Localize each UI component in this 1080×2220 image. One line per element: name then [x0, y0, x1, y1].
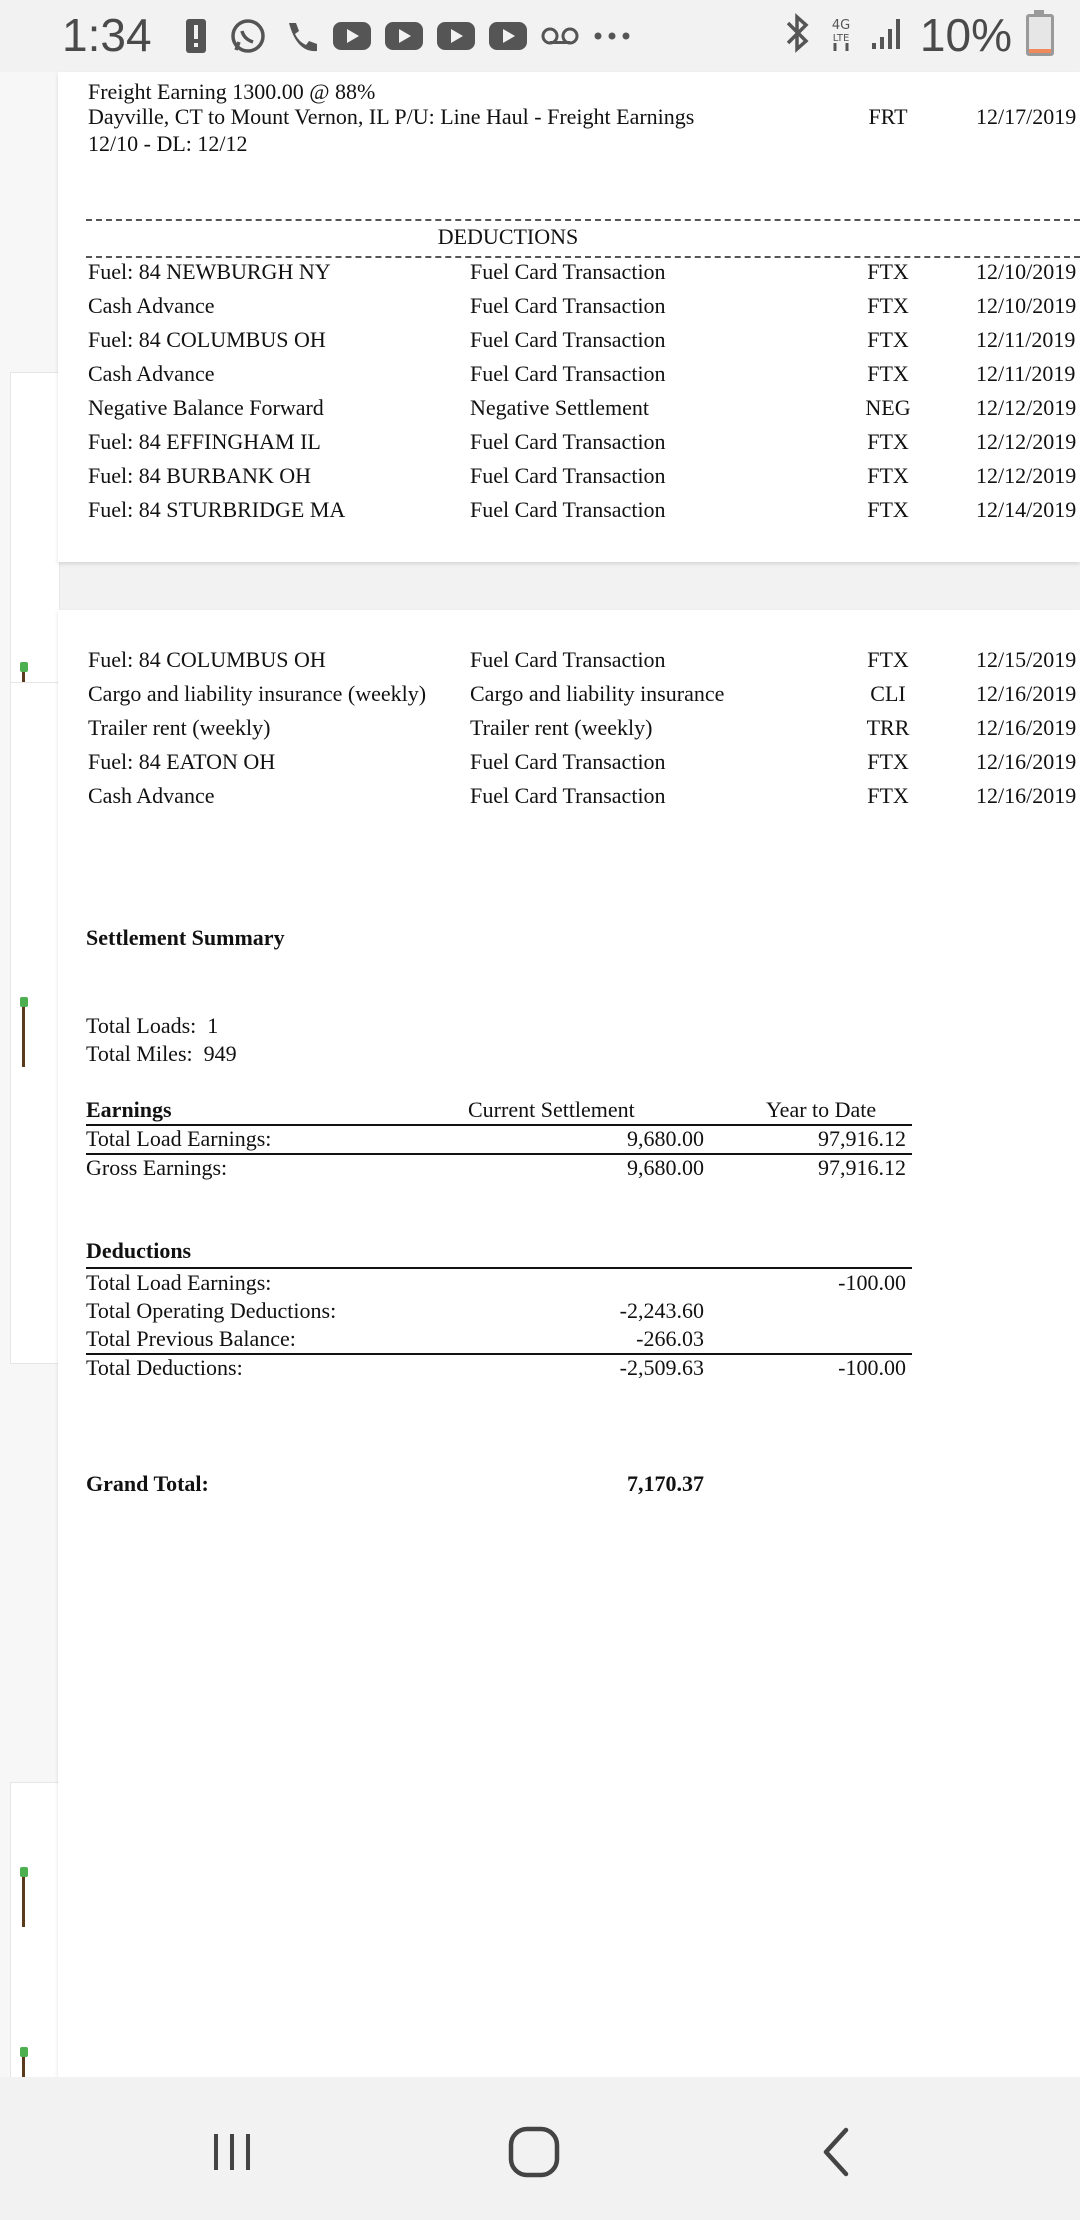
deduction-date: 12/12/2019 [976, 429, 1077, 454]
back-icon [816, 2124, 856, 2180]
deduction-description: Cargo and liability insurance (weekly) [88, 681, 427, 706]
document-page-1 [58, 72, 1080, 562]
deduction-row [58, 781, 1080, 811]
deduction-type: Trailer rent (weekly) [470, 715, 653, 740]
earnings-row-ytd: 97,916.12 [818, 1155, 906, 1180]
youtube-icon [488, 16, 528, 56]
deduction-date: 12/11/2019 [976, 361, 1076, 386]
deduction-date: 12/16/2019 [976, 749, 1077, 774]
deduction-description: Fuel: 84 EATON OH [88, 749, 276, 774]
deduction-type: Fuel Card Transaction [470, 497, 666, 522]
home-icon [506, 2124, 562, 2180]
deduction-date: 12/12/2019 [976, 395, 1077, 420]
status-time: 1:34 [62, 9, 152, 61]
deductions-row-current: -2,243.60 [619, 1298, 704, 1323]
deduction-type: Fuel Card Transaction [470, 293, 666, 318]
deduction-row [58, 291, 1080, 321]
svg-text:LTE: LTE [832, 32, 850, 44]
deductions-row-current: -266.03 [636, 1326, 704, 1351]
recents-icon [208, 2128, 256, 2176]
back-button[interactable] [776, 2107, 896, 2197]
deduction-date: 12/16/2019 [976, 783, 1077, 808]
deduction-row [58, 461, 1080, 491]
settlement-summary-title: Settlement Summary [86, 925, 285, 950]
deduction-row [58, 427, 1080, 457]
youtube-icon [436, 16, 476, 56]
deduction-code: FTX [867, 327, 909, 352]
page-thumbnail-strip[interactable] [0, 72, 58, 2077]
deductions-row-ytd: -100.00 [838, 1355, 906, 1380]
deduction-description: Fuel: 84 NEWBURGH NY [88, 259, 331, 284]
deduction-description: Fuel: 84 COLUMBUS OH [88, 647, 326, 672]
deduction-date: 12/16/2019 [976, 681, 1077, 706]
navigation-bar [0, 2077, 1080, 2220]
earnings-row-current: 9,680.00 [627, 1155, 704, 1180]
deduction-type: Fuel Card Transaction [470, 429, 666, 454]
deduction-code: FTX [867, 293, 909, 318]
signal-icon [870, 15, 906, 56]
deductions-row-label: Total Operating Deductions: [86, 1298, 337, 1323]
deduction-type: Fuel Card Transaction [470, 783, 666, 808]
earnings-row-current: 9,680.00 [627, 1126, 704, 1151]
deduction-date: 12/16/2019 [976, 715, 1077, 740]
deduction-row [58, 325, 1080, 355]
document-page-2 [58, 610, 1080, 2077]
bookmark-marker [22, 1867, 25, 1927]
deduction-code: FTX [867, 783, 909, 808]
deduction-description: Cash Advance [88, 783, 215, 808]
notification-icons [176, 16, 632, 56]
deduction-row [58, 713, 1080, 743]
bluetooth-icon [782, 13, 812, 58]
deduction-date: 12/10/2019 [976, 259, 1077, 284]
bookmark-marker [22, 997, 25, 1067]
alert-icon [176, 16, 216, 56]
deduction-date: 12/15/2019 [976, 647, 1077, 672]
total-miles: Total Miles: 949 [86, 1041, 237, 1066]
deductions-row-label: Total Load Earnings: [86, 1270, 272, 1295]
deductions-heading: DEDUCTIONS [437, 224, 579, 249]
deduction-code: FTX [867, 749, 909, 774]
earning-line-2: Dayville, CT to Mount Vernon, IL P/U: Line Haul - Freight Earnings FRT 12/17/2019 [88, 104, 1077, 129]
deduction-type: Fuel Card Transaction [470, 361, 666, 386]
battery-percent: 10% [919, 9, 1012, 61]
deduction-code: CLI [870, 681, 906, 706]
deduction-code: FTX [867, 647, 909, 672]
page-thumbnail[interactable] [10, 1782, 60, 2114]
deduction-type: Fuel Card Transaction [470, 749, 666, 774]
lte-icon [826, 13, 856, 58]
earning-line-3: 12/10 - DL: 12/12 [88, 131, 248, 156]
earnings-row-label: Total Load Earnings: [86, 1126, 272, 1151]
deduction-date: 12/11/2019 [976, 327, 1076, 352]
divider [86, 219, 1080, 221]
deduction-description: Cash Advance [88, 293, 215, 318]
deductions-summary-header: Deductions [86, 1238, 192, 1263]
deduction-code: FTX [867, 361, 909, 386]
rule [86, 1267, 912, 1269]
deduction-type: Cargo and liability insurance [470, 681, 725, 706]
deduction-row [58, 679, 1080, 709]
total-loads: Total Loads: 1 [86, 1013, 219, 1038]
deduction-description: Negative Balance Forward [88, 395, 324, 420]
deduction-row [58, 393, 1080, 423]
more-icon [592, 16, 632, 56]
deduction-date: 12/10/2019 [976, 293, 1077, 318]
deduction-type: Fuel Card Transaction [470, 463, 666, 488]
deduction-type: Fuel Card Transaction [470, 259, 666, 284]
deduction-description: Cash Advance [88, 361, 215, 386]
system-icons [782, 8, 1054, 62]
recents-button[interactable] [172, 2107, 292, 2197]
deduction-description: Fuel: 84 EFFINGHAM IL [88, 429, 321, 454]
phone-icon [280, 16, 320, 56]
earning-line-1: Freight Earning 1300.00 @ 88% [88, 79, 376, 104]
deduction-code: FTX [867, 259, 909, 284]
earnings-header: Earnings [86, 1097, 172, 1122]
deduction-type: Negative Settlement [470, 395, 649, 420]
grand-total-value: 7,170.37 [627, 1471, 704, 1496]
deduction-code: NEG [865, 395, 911, 420]
deduction-type: Fuel Card Transaction [470, 647, 666, 672]
deduction-type: Fuel Card Transaction [470, 327, 666, 352]
year-to-date-header: Year to Date [766, 1097, 877, 1122]
current-settlement-header: Current Settlement [468, 1097, 635, 1122]
deduction-row [58, 359, 1080, 389]
deduction-code: FTX [867, 497, 909, 522]
earnings-row-label: Gross Earnings: [86, 1155, 228, 1180]
youtube-icon [384, 16, 424, 56]
youtube-icon [332, 16, 372, 56]
page-thumbnail[interactable] [10, 682, 60, 1364]
deduction-row [58, 495, 1080, 525]
deduction-code: TRR [866, 715, 910, 740]
deductions-row-label: Total Previous Balance: [86, 1326, 296, 1351]
deduction-description: Fuel: 84 BURBANK OH [88, 463, 312, 488]
home-button[interactable] [474, 2107, 594, 2197]
deduction-description: Trailer rent (weekly) [88, 715, 271, 740]
deduction-row [58, 257, 1080, 287]
whatsapp-icon [228, 16, 268, 56]
deduction-description: Fuel: 84 COLUMBUS OH [88, 327, 326, 352]
earnings-row-ytd: 97,916.12 [818, 1126, 906, 1151]
deduction-date: 12/12/2019 [976, 463, 1077, 488]
deduction-row [58, 645, 1080, 675]
deduction-description: Fuel: 84 STURBRIDGE MA [88, 497, 346, 522]
deductions-row-ytd: -100.00 [838, 1270, 906, 1295]
grand-total-label: Grand Total: [86, 1471, 209, 1496]
deductions-row-current: -2,509.63 [619, 1355, 704, 1380]
voicemail-icon [540, 16, 580, 56]
deductions-row-label: Total Deductions: [86, 1355, 243, 1380]
svg-text:4G: 4G [831, 17, 851, 33]
battery-icon [1026, 14, 1054, 56]
deduction-code: FTX [867, 463, 909, 488]
deduction-date: 12/14/2019 [976, 497, 1077, 522]
deduction-row [58, 747, 1080, 777]
status-bar [0, 0, 1080, 72]
deduction-code: FTX [867, 429, 909, 454]
